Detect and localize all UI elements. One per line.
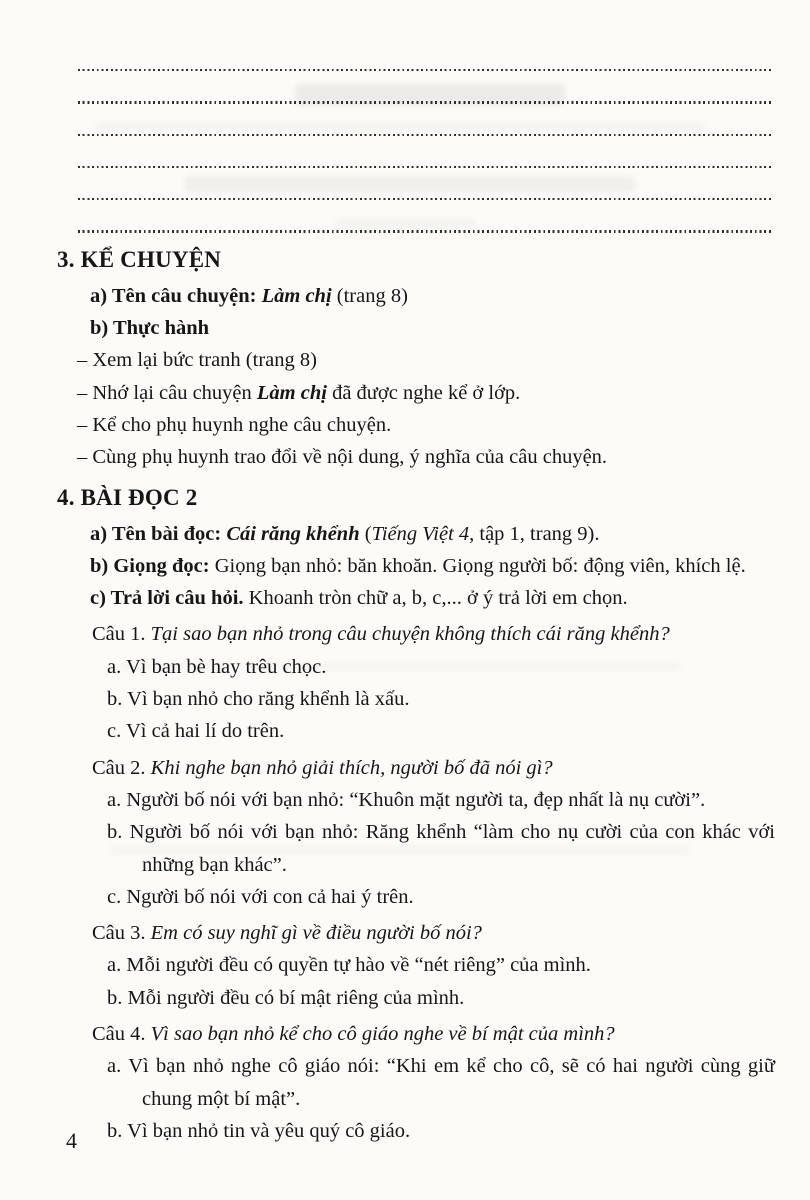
- text-run: – Cùng phụ huynh trao đổi về nội dung, ý nghĩa của câu chuyện.: [77, 446, 608, 469]
- text-run: b. Vì bạn nhỏ cho răng khểnh là xấu.: [107, 688, 410, 711]
- text-run: 3. KỂ CHUYỆN: [57, 246, 222, 272]
- dash-item-line: [57, 377, 775, 409]
- text-run: b. Mỗi người đều có bí mật riêng của mình.: [107, 986, 465, 1009]
- dash-item-line: [57, 409, 775, 441]
- sub-item-line: [57, 280, 775, 312]
- text-run: 4. BÀI ĐỌC 2: [57, 484, 198, 510]
- text-run: Câu 2.: [92, 756, 151, 779]
- text-run: Câu 4.: [92, 1023, 151, 1046]
- text-run: a. Người bố nói với bạn nhỏ: “Khuôn mặt người ta, đẹp nhất là nụ cười”.: [107, 788, 706, 811]
- option-line: [57, 683, 775, 715]
- text-run: a) Tên bài đọc:: [90, 522, 227, 545]
- option-line: [57, 949, 775, 981]
- text-run: Cái răng khểnh: [226, 522, 360, 545]
- sub-item-line: [57, 582, 775, 614]
- option-line: [57, 881, 775, 913]
- answer-line: [78, 171, 772, 203]
- text-run: a) Tên câu chuyện:: [90, 284, 262, 307]
- text-run: Tiếng Việt 4: [371, 522, 470, 545]
- text-run: Câu 3.: [92, 922, 151, 945]
- text-run: a. Mỗi người đều có quyền tự hào về “nét riêng” của mình.: [107, 954, 591, 977]
- question-line: [57, 618, 775, 650]
- dash-item-line: [57, 441, 775, 473]
- text-run: Câu 1.: [92, 623, 151, 646]
- text-run: , tập 1, trang 9).: [469, 522, 600, 545]
- text-run: a. Vì bạn bè hay trêu chọc.: [107, 655, 327, 678]
- text-run: c. Người bố nói với con cả hai ý trên.: [107, 885, 414, 908]
- option-line: [57, 715, 775, 747]
- option-line: [57, 816, 775, 881]
- text-run: Khi nghe bạn nhỏ giải thích, người bố đã nói gì?: [150, 756, 553, 779]
- text-run: b. Vì bạn nhỏ tin và yêu quý cô giáo.: [107, 1119, 411, 1142]
- text-run: (: [359, 522, 372, 545]
- section-heading: [57, 482, 775, 514]
- text-run: Giọng bạn nhỏ: băn khoăn. Giọng người bố: động viên, khích lệ.: [214, 554, 746, 577]
- question-line: [57, 1018, 775, 1050]
- option-line: [57, 651, 775, 683]
- answer-line: [78, 139, 772, 171]
- text-run: (trang 8): [331, 284, 408, 307]
- sub-item-line: [57, 550, 775, 582]
- page-content: [57, 0, 775, 1147]
- text-run: Vì sao bạn nhỏ kể cho cô giáo nghe về bí mật của mình?: [150, 1023, 615, 1046]
- text-run: Khoanh tròn chữ a, b, c,... ở ý trả lời em chọn.: [248, 587, 628, 610]
- dash-item-line: [57, 344, 775, 376]
- text-run: – Kể cho phụ huynh nghe câu chuyện.: [77, 413, 392, 436]
- sub-item-line: [57, 312, 775, 344]
- text-run: b) Thực hành: [90, 317, 210, 340]
- answer-lines-area: [78, 0, 772, 236]
- text-run: – Xem lại bức tranh (trang 8): [77, 349, 317, 372]
- answer-line: [78, 74, 772, 106]
- answer-line: [78, 203, 772, 235]
- text-run: a. Vì bạn nhỏ nghe cô giáo nói: “Khi em kể cho cô, sẽ có hai người cùng giữ chung một bí mật”.: [107, 1055, 775, 1110]
- text-run: b) Giọng đọc:: [90, 554, 215, 577]
- option-line: [57, 784, 775, 816]
- text-run: – Nhớ lại câu chuyện: [77, 381, 257, 404]
- text-run: b. Người bố nói với bạn nhỏ: Răng khểnh “làm cho nụ cười của con khác với những bạn khác”.: [107, 821, 775, 876]
- option-line: [57, 982, 775, 1014]
- text-run: Làm chị: [261, 284, 332, 307]
- answer-line: [78, 107, 772, 139]
- text-run: c. Vì cả hai lí do trên.: [107, 720, 285, 743]
- sub-item-line: [57, 518, 775, 550]
- option-line: [57, 1050, 775, 1115]
- text-run: Tại sao bạn nhỏ trong câu chuyện không thích cái răng khểnh?: [150, 623, 670, 646]
- text-run: c) Trả lời câu hỏi.: [90, 587, 249, 610]
- text-run: Làm chị: [256, 381, 327, 404]
- answer-line: [78, 42, 772, 74]
- question-line: [57, 752, 775, 784]
- question-line: [57, 917, 775, 949]
- section-heading: [57, 244, 775, 276]
- text-run: đã được nghe kể ở lớp.: [326, 381, 521, 404]
- option-line: [57, 1115, 775, 1147]
- text-run: Em có suy nghĩ gì về điều người bố nói?: [150, 922, 482, 945]
- page-number: 4: [66, 1128, 77, 1153]
